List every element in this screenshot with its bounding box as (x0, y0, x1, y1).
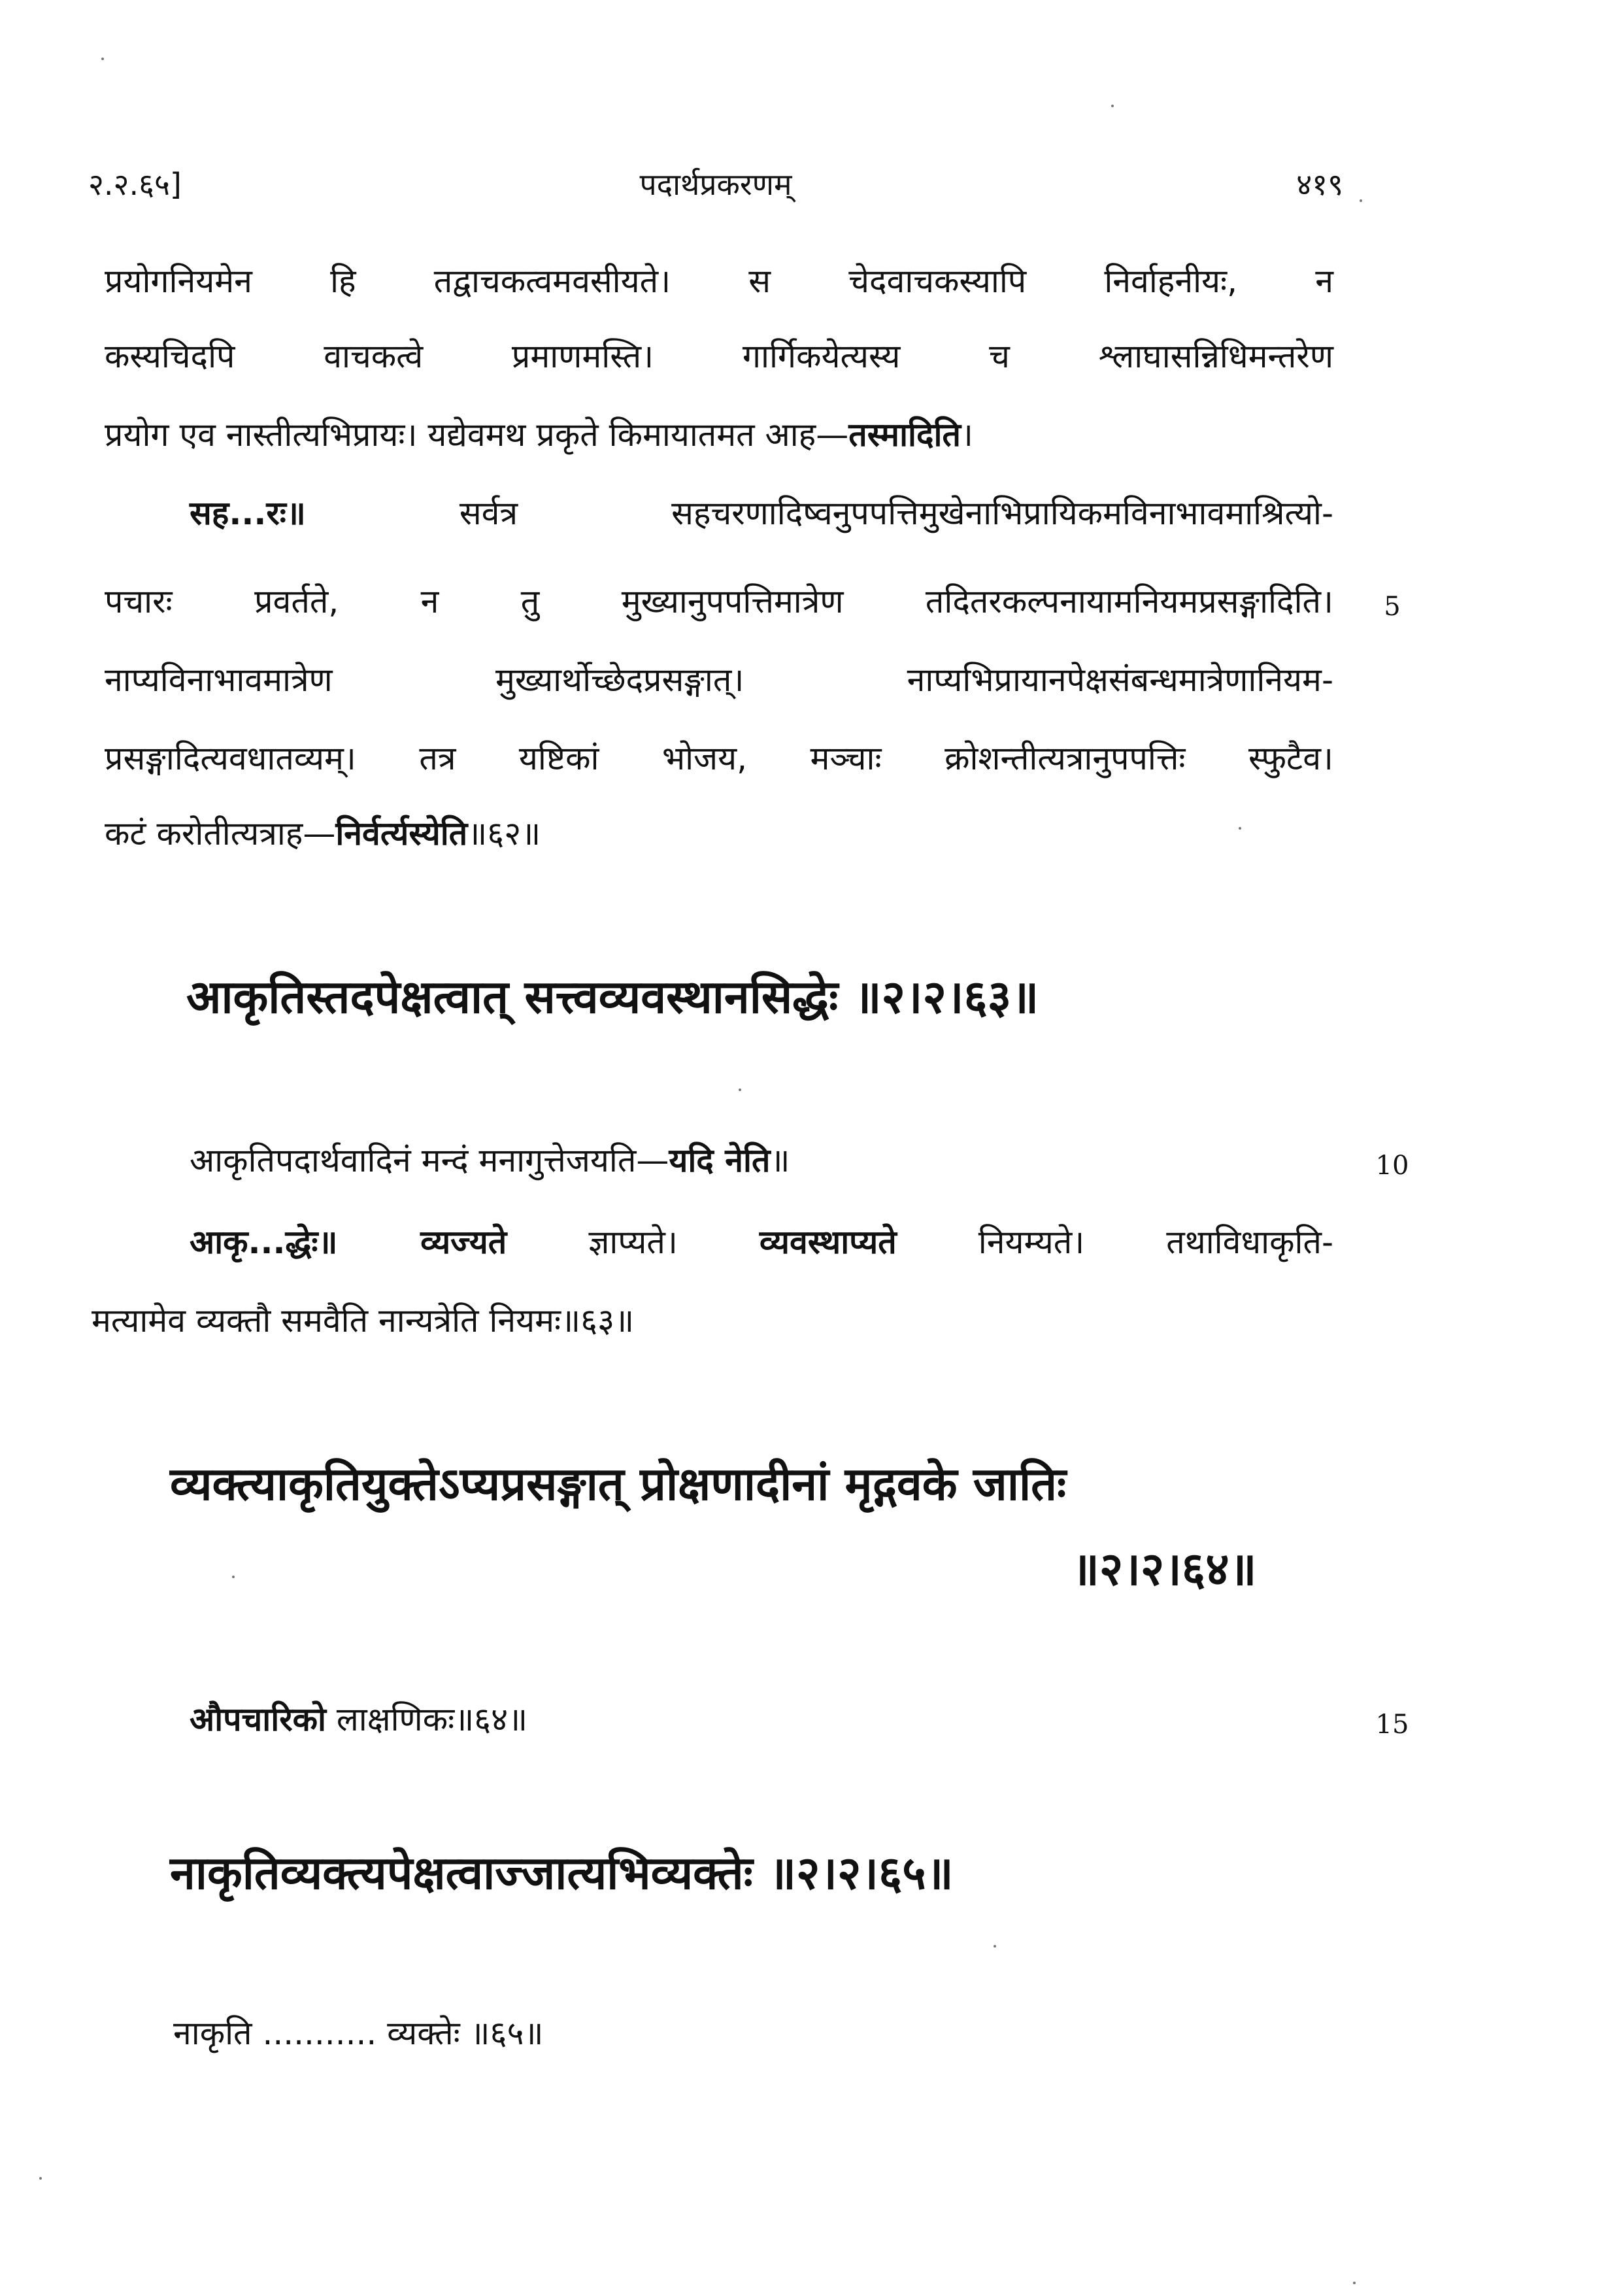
text-run: नाकृति ........... व्यक्तेः ॥६५॥ (173, 2014, 544, 2052)
bold-term: व्यवस्थाप्यते (759, 1223, 897, 1261)
text-run: ज्ञाप्यते। (507, 1223, 760, 1261)
text-run: कटं करोतीत्यत्राह— (105, 815, 336, 853)
text-line (105, 732, 1333, 785)
bold-term: तस्मादिति (848, 416, 961, 454)
bold-term: निर्वर्त्यस्येति (335, 815, 468, 853)
text-line (92, 1294, 1320, 1347)
bold-term: आकृ...द्धेः॥ (190, 1223, 421, 1261)
line-number: 5 (1384, 592, 1401, 622)
bold-term: व्यज्यते (420, 1223, 507, 1261)
scan-speck (101, 58, 104, 60)
line-number: 15 (1375, 1710, 1409, 1740)
text-run: लाक्षणिकः॥६४॥ (326, 1700, 528, 1738)
text-run: पचारः प्रवर्तते, न तु मुख्यानुपपत्तिमात्रेण तदितरकल्पनायामनियमप्रसङ्गादिति। (105, 582, 1333, 620)
text-line (190, 1216, 1333, 1268)
text-line (105, 409, 1333, 461)
text-line (190, 1693, 1333, 1746)
text-run: प्रयोगनियमेन हि तद्वाचकत्वमवसीयते। स चेदवाचकस्यापि निर्वाहनीयः, न (105, 262, 1333, 300)
bold-term: सह...रः॥ (190, 494, 306, 532)
scan-speck (1111, 105, 1114, 107)
scan-speck (1353, 2282, 1356, 2284)
line-number: 10 (1375, 1151, 1409, 1181)
text-line (190, 1134, 1333, 1187)
bold-term: यदि नेति (669, 1141, 771, 1179)
scan-speck (232, 1576, 235, 1578)
page-number: ४१९ (1296, 167, 1343, 202)
text-run: आकृतिपदार्थवादिनं मन्दं मनागुत्तेजयति— (190, 1141, 669, 1179)
scan-speck (994, 1945, 996, 1948)
sutra-number: ॥२।२।६४॥ (1072, 1542, 1257, 1596)
running-header (88, 163, 1343, 216)
text-run: । (960, 416, 973, 454)
bold-term: औपचारिको (190, 1700, 326, 1738)
section-reference: २.२.६५] (88, 167, 182, 202)
text-run: ॥६२॥ (467, 815, 541, 853)
text-run: ॥ (770, 1141, 790, 1179)
scan-speck (1239, 827, 1241, 830)
scan-speck (1360, 199, 1362, 202)
text-run: नाप्यविनाभावमात्रेण मुख्यार्थोच्छेदप्रसङ्गात्। नाप्यभिप्रायानपेक्षसंबन्धमात्रेणानियम- (105, 661, 1333, 699)
text-line (105, 575, 1333, 628)
text-line (105, 807, 1333, 860)
scan-speck (739, 1089, 741, 1091)
text-run: नियम्यते। तथाविधाकृति- (896, 1223, 1333, 1261)
sutra-heading: आकृतिस्तदपेक्षत्वात् सत्त्वव्यवस्थानसिद्धेः ॥२।२।६३॥ (186, 970, 1039, 1024)
text-run: कस्यचिदपि वाचकत्वे प्रमाणमस्ति। गार्गिकयेत्यस्य च श्लाघासन्निधिमन्तरेण (105, 337, 1333, 375)
scan-speck (39, 2177, 42, 2180)
text-run: प्रसङ्गादित्यवधातव्यम्। तत्र यष्टिकां भोजय, मञ्चाः क्रोशन्तीत्यत्रानुपपत्तिः स्फुटैव। (105, 739, 1333, 777)
text-line (173, 2007, 1317, 2059)
sutra-heading: व्यक्त्याकृतियुक्तेऽप्यप्रसङ्गात् प्रोक्षणादीनां मृद्गवके जातिः (170, 1457, 1067, 1511)
text-line (190, 487, 1333, 539)
text-line (105, 330, 1333, 382)
text-run: प्रयोग एव नास्तीत्यभिप्रायः। यद्येवमथ प्रकृते किमायातमत आह— (105, 416, 849, 454)
text-line (105, 255, 1333, 307)
text-run: मत्यामेव व्यक्तौ समवैति नान्यत्रेति नियमः॥६३॥ (92, 1302, 635, 1340)
sutra-heading: नाकृतिव्यक्त्यपेक्षत्वाज्जात्यभिव्यक्तेः ॥२।२।६५॥ (170, 1846, 954, 1900)
text-run: सर्वत्र सहचरणादिष्वनुपपत्तिमुखेनाभिप्रायिकमविनाभावमाश्रित्यो- (305, 494, 1333, 532)
text-line (105, 654, 1333, 706)
chapter-title: पदार्थप्रकरणम् (639, 167, 792, 202)
